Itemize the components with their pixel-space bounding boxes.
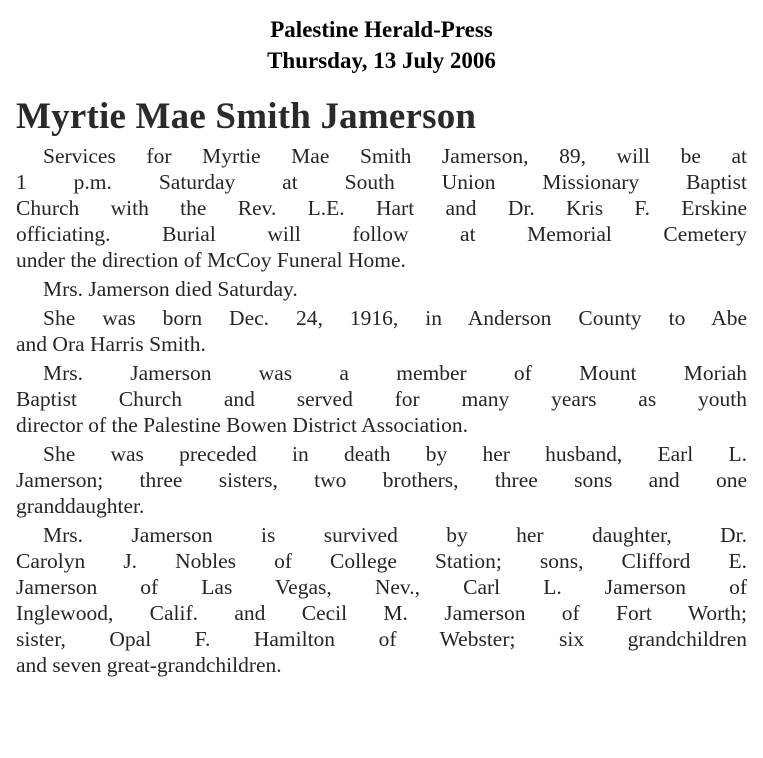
text-line: director of the Palestine Bowen District Association. <box>16 413 469 437</box>
paragraph-services <box>16 143 747 273</box>
text-line: granddaughter. <box>16 494 145 518</box>
paragraph-preceded <box>16 441 747 519</box>
text-line: under the direction of McCoy Funeral Home. <box>16 248 406 272</box>
text-line: Mrs. Jamerson died Saturday. <box>43 277 298 301</box>
text-line: She was preceded in death by her husband, Earl L. <box>43 442 747 466</box>
text-line: and Ora Harris Smith. <box>16 332 206 356</box>
text-line: Church with the Rev. L.E. Hart and Dr. Kris F. Erskine <box>16 196 747 220</box>
text-line: Jamerson; three sisters, two brothers, three sons and one <box>16 468 747 492</box>
text-line: Mrs. Jamerson is survived by her daughter, Dr. <box>43 523 747 547</box>
publication-date: Thursday, 13 July 2006 <box>267 48 496 73</box>
masthead <box>0 14 763 76</box>
text-line: Jamerson of Las Vegas, Nev., Carl L. Jamerson of <box>16 575 747 599</box>
text-line: Baptist Church and served for many years as youth <box>16 387 747 411</box>
text-line: Carolyn J. Nobles of College Station; sons, Clifford E. <box>16 549 747 573</box>
text-line: 1 p.m. Saturday at South Union Missionary Baptist <box>16 170 747 194</box>
text-line: She was born Dec. 24, 1916, in Anderson County to Abe <box>43 306 747 330</box>
text-line: and seven great-grandchildren. <box>16 653 282 677</box>
text-line: Inglewood, Calif. and Cecil M. Jamerson of Fort Worth; <box>16 601 747 625</box>
text-line: Services for Myrtie Mae Smith Jamerson, 89, will be at <box>43 144 747 168</box>
text-line: Mrs. Jamerson was a member of Mount Moriah <box>43 361 747 385</box>
paragraph-membership <box>16 360 747 438</box>
obituary-body <box>16 143 747 681</box>
obituary-headline: Myrtie Mae Smith Jamerson <box>16 96 477 137</box>
paragraph-death <box>16 276 747 302</box>
paragraph-birth <box>16 305 747 357</box>
paragraph-survivors <box>16 522 747 678</box>
text-line: sister, Opal F. Hamilton of Webster; six grandchildren <box>16 627 747 651</box>
text-line: officiating. Burial will follow at Memorial Cemetery <box>16 222 747 246</box>
newspaper-name: Palestine Herald-Press <box>270 17 493 42</box>
